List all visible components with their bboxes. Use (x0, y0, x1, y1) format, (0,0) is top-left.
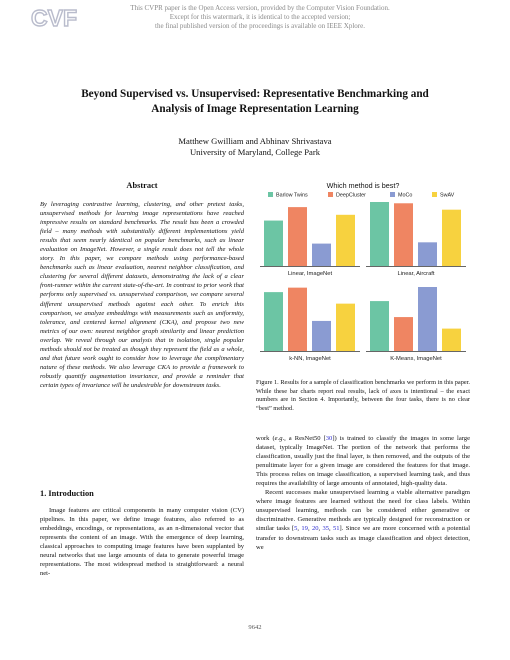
paper-title-line: Beyond Supervised vs. Unsupervised: Representative Benchmarking and (81, 88, 429, 100)
text-run: work ( (256, 435, 275, 442)
introduction-text (40, 506, 244, 578)
bar-panel (260, 288, 360, 362)
text-run: ]. Since we are more concerned with a potential transfer to downstream tasks such as image classification and object detection, we (256, 525, 471, 551)
bar (442, 210, 461, 266)
legend-label: Barlow Twins (276, 192, 308, 199)
introduction-heading: 1. Introduction (40, 489, 94, 498)
figure-caption-text: Figure 1. Results for a sample of classification benchmarks we perform in this paper. While these bar charts report real results, lack of axes is intentional – the exact numbers are in Section 4. Importantly, between the four tasks, there is no clear “best” method. (256, 379, 470, 412)
paper-title-line: Analysis of Image Representation Learning (151, 102, 359, 115)
cvf-logo-text: CVF (31, 5, 77, 30)
text-run: ]) is trained to classify the images in some large dataset, typically ImageNet. The portion of the network that performs the classification, usually just the final layer, is then removed, and the outputs of the penultimate layer for a given image are considered the features for that image. This process relies on image classification, a supervised learning task, and thus requires the availability of large amounts of annotated, high-quality data. (256, 435, 470, 488)
right-column-text (256, 434, 470, 552)
author-block (40, 136, 470, 158)
chart-legend (268, 192, 455, 199)
bar (394, 317, 413, 351)
legend-swatch (390, 192, 395, 197)
bar (336, 304, 355, 351)
panel-label: K-Means, ImageNet (390, 356, 442, 362)
chart-panels (260, 202, 466, 362)
page-number: 9642 (248, 624, 262, 631)
bar (370, 301, 389, 351)
bar-panel (366, 202, 466, 277)
figure-caption (256, 379, 470, 413)
bar (312, 321, 331, 351)
text-run: Recent successes make unsupervised learning a viable alternative paradigm where image features are learned without the need for class labels. Within unsupervised learning, methods can be considered either generative or discriminative. Generative methods are typically designed for reconstruction or similar tasks [ (256, 489, 470, 533)
abstract-text: By leveraging contrastive learning, clustering, and other pretext tasks, unsupervised methods for learning image representations have reached impressive results on standard benchmarks. The result has been a crowded field – many methods with substantially different implementations yield results that seem nearly identical on popular benchmarks, such as linear evaluation on ImageNet. However, a single result does not tell the whole story. In this paper, we compare methods using performance-based benchmarks such as linear evaluation, nearest neighbor classification, and clustering for several different datasets, demonstrating the lack of a clear front-runner within the current state-of-the-art. In contrast to prior work that performs only supervised vs. unsupervised comparison, we compare several different unsupervised methods against each other. To enrich this comparison, we analyze embeddings with measurements such as uniformity, tolerance, and centered kernel alignment (CKA), and propose two new metrics of our own: nearest neighbor graph similarity and linear prediction overlap. We reveal through our analysis that in isolation, single popular methods should not be treated as though they represent the field as a whole, and that future work ought to consider how to leverage the complimentary nature of these methods. We also leverage CKA to provide a framework to robustly quantify augmentation invariance, and provide a reminder that certain types of invariance will be undesirable for downstream tasks. (40, 201, 244, 389)
author-affiliation: University of Maryland, College Park (189, 147, 321, 157)
citation-link[interactable]: 30 (325, 435, 333, 442)
bar (288, 207, 307, 266)
body-paragraph (256, 434, 470, 488)
bar-panel (260, 207, 360, 277)
bar (394, 203, 413, 266)
citation-link[interactable]: 35 (322, 525, 330, 533)
panel-label: Linear, Aircraft (397, 271, 435, 277)
abstract-heading: Abstract (126, 181, 158, 190)
bar (264, 221, 283, 266)
bar (336, 215, 355, 266)
legend-swatch (328, 192, 333, 197)
legend-swatch (432, 192, 437, 197)
chart-title: Which method is best? (326, 181, 400, 190)
bar (418, 242, 437, 266)
author-names: Matthew Gwilliam and Abhinav Shrivastava (178, 136, 332, 146)
bar (264, 292, 283, 351)
bar (418, 287, 437, 351)
watermark-line: the final published version of the proceedings is available on IEEE Xplore. (155, 21, 365, 30)
cvf-logo (30, 4, 90, 30)
legend-label: DeepCluster (336, 192, 366, 199)
citation-link[interactable]: 20 (311, 525, 319, 533)
citation-link[interactable]: 51 (333, 525, 340, 533)
legend-label: SwAV (440, 192, 455, 199)
bar (288, 288, 307, 351)
citation-link[interactable]: 19 (301, 525, 308, 533)
paper-title (40, 87, 470, 116)
citation-link[interactable]: 5 (294, 525, 298, 533)
bar-panel (366, 287, 466, 362)
text-run-italic: e.g (274, 435, 283, 442)
panel-label: k-NN, ImageNet (289, 356, 331, 362)
legend-label: MoCo (398, 192, 413, 199)
panel-label: Linear, ImageNet (287, 271, 333, 277)
bar (442, 329, 461, 351)
watermark-line: This CVPR paper is the Open Access version, provided by the Computer Vision Foundation. (130, 4, 390, 12)
text-run: ., a ResNet50 [ (282, 435, 326, 442)
figure-1-bar-charts (256, 180, 470, 376)
bar (370, 202, 389, 266)
bar (312, 244, 331, 266)
legend-swatch (268, 192, 273, 197)
introduction-paragraph: Image features are critical components in many computer vision (CV) pipelines. In this paper, we define image features, also referred to as embeddings, encodings, or representations, as an n-dimensional vector that represents the content of an image. With the emergence of deep learning, classical approaches to computing image features have been supplanted by neural networks that use large amounts of data to generate powerful image representations. The most widespread method is straightforward: a neural net- (40, 507, 244, 578)
body-paragraph: Recent successes make unsupervised learning a viable alternative paradigm where image features are learned without the need for class labels. Within unsupervised learning, methods can be considered either generative or discriminative. Generative methods are typically designed for reconstruction or similar tasks [5, 19, 20, 35, 51]. Since we are more concerned with a potential transfer to downstream tasks such as image classification and object detection, we (256, 489, 471, 551)
open-access-watermark (110, 4, 410, 30)
watermark-line: Except for this watermark, it is identical to the accepted version; (169, 12, 351, 21)
